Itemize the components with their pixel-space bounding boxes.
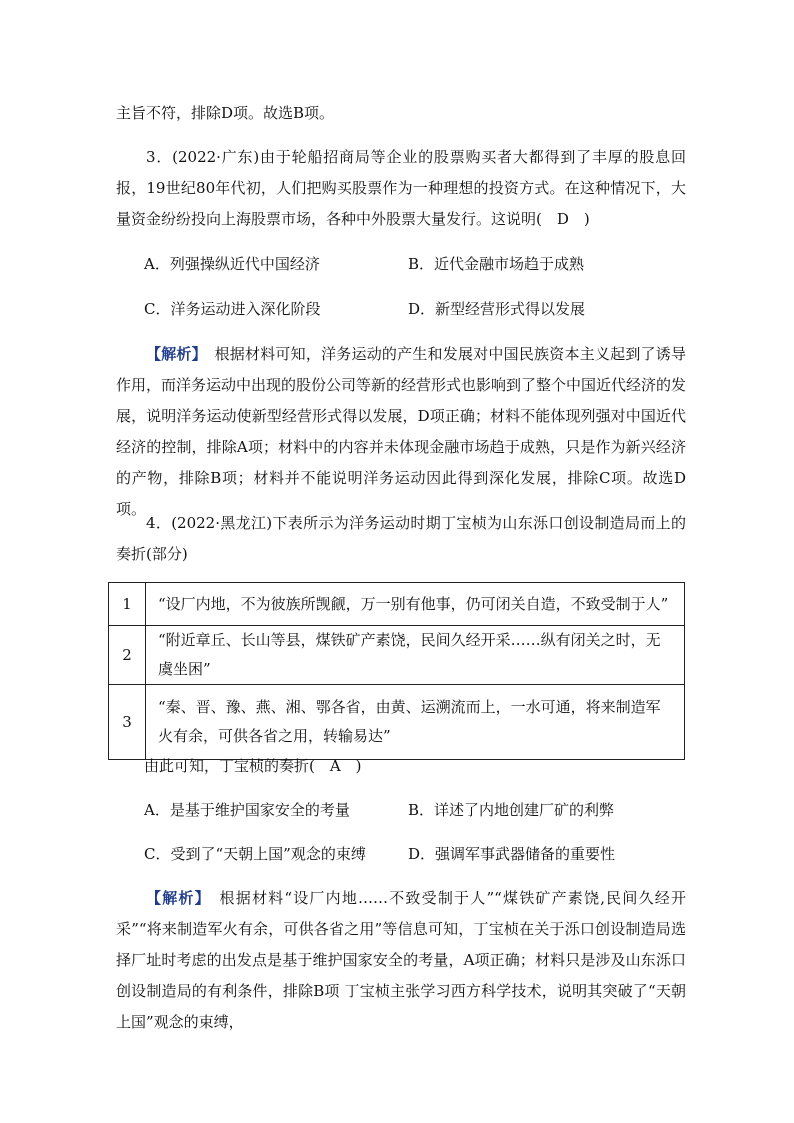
question-3-analysis — [116, 339, 686, 525]
table-row-number: 3 — [109, 685, 146, 760]
q4-option-a: A．是基于维护国家安全的考量 — [144, 801, 350, 819]
question-3-options-row-1 — [144, 252, 684, 276]
analysis-tag: 【解析】 — [146, 889, 204, 907]
table-row-number: 2 — [109, 626, 146, 685]
q4-option-b: B．详述了内地创建厂矿的利弊 — [408, 801, 615, 819]
question-3-stem: 3．(2022·广东)由于轮船招商局等企业的股票购买者大都得到了丰厚的股息回报，19世纪80年代初，人们把购买股票作为一种理想的投资方式。在这种情况下，大量资金纷纷投向上海股票市场，各种中外股票大量发行。这说明( D ) — [116, 148, 686, 228]
table-row — [109, 583, 685, 626]
q3-option-c: C．洋务运动进入深化阶段 — [144, 300, 321, 318]
table-row — [109, 626, 685, 685]
memorial-table — [108, 582, 685, 760]
intro-line: 主旨不符，排除D项。故选B项。 — [116, 104, 335, 122]
question-4-question: 由此可知，丁宝桢的奏折( A ) — [144, 757, 362, 775]
table-row-text: “设厂内地，不为彼族所觊觎，万一别有他事，仍可闭关自造，不致受制于人” — [146, 583, 685, 626]
q3-option-d: D．新型经营形式得以发展 — [408, 300, 586, 318]
question-4-options-row-1 — [144, 798, 684, 822]
analysis-text: 根据材料“设厂内地……不致受制于人”“煤铁矿产素饶,民间久经开采”“将来制造军火有余，可供各省之用”等信息可知，丁宝桢在关于泺口创设制造局选择厂址时考虑的出发点是基于维护国家安全的考量，A项正确；材料只是涉及山东泺口创设制造局的有利条件，排除B项 丁宝桢主张学习西方科学技术，说明其突破了“天朝上国”观念的束缚， — [116, 889, 686, 1031]
table-row-text: “附近章丘、长山等县，煤铁矿产素饶，民间久经开采……纵有闭关之时，无虞坐困” — [146, 626, 685, 685]
question-3-options-row-2 — [144, 297, 684, 321]
q3-option-a: A．列强操纵近代中国经济 — [144, 255, 320, 273]
analysis-tag: 【解析】 — [146, 345, 200, 363]
q4-option-c: C．受到了“天朝上国”观念的束缚 — [144, 845, 366, 863]
q4-option-d: D．强调军事武器储备的重要性 — [408, 845, 616, 863]
table-row-number: 1 — [109, 583, 146, 626]
q3-option-b: B．近代金融市场趋于成熟 — [408, 255, 585, 273]
question-4-stem: 4．(2022·黑龙江)下表所示为洋务运动时期丁宝桢为山东泺口创设制造局而上的奏折(部分) — [116, 514, 686, 563]
table-row — [109, 685, 685, 760]
question-4-options-row-2 — [144, 842, 684, 866]
analysis-text: 根据材料可知，洋务运动的产生和发展对中国民族资本主义起到了诱导作用，而洋务运动中出现的股份公司等新的经营形式也影响到了整个中国近代经济的发展，说明洋务运动使新型经营形式得以发展，D项正确；材料不能体现列强对中国近代经济的控制，排除A项；材料中的内容并未体现金融市场趋于成熟，只是作为新兴经济的产物，排除B项；材料并不能说明洋务运动因此得到深化发展，排除C项。故选D项。 — [116, 345, 687, 518]
question-4-analysis — [116, 883, 686, 1038]
table-row-text: “秦、晋、豫、燕、湘、鄂各省，由黄、运溯流而上，一水可通，将来制造军火有余，可供各省之用，转输易达” — [146, 685, 685, 760]
